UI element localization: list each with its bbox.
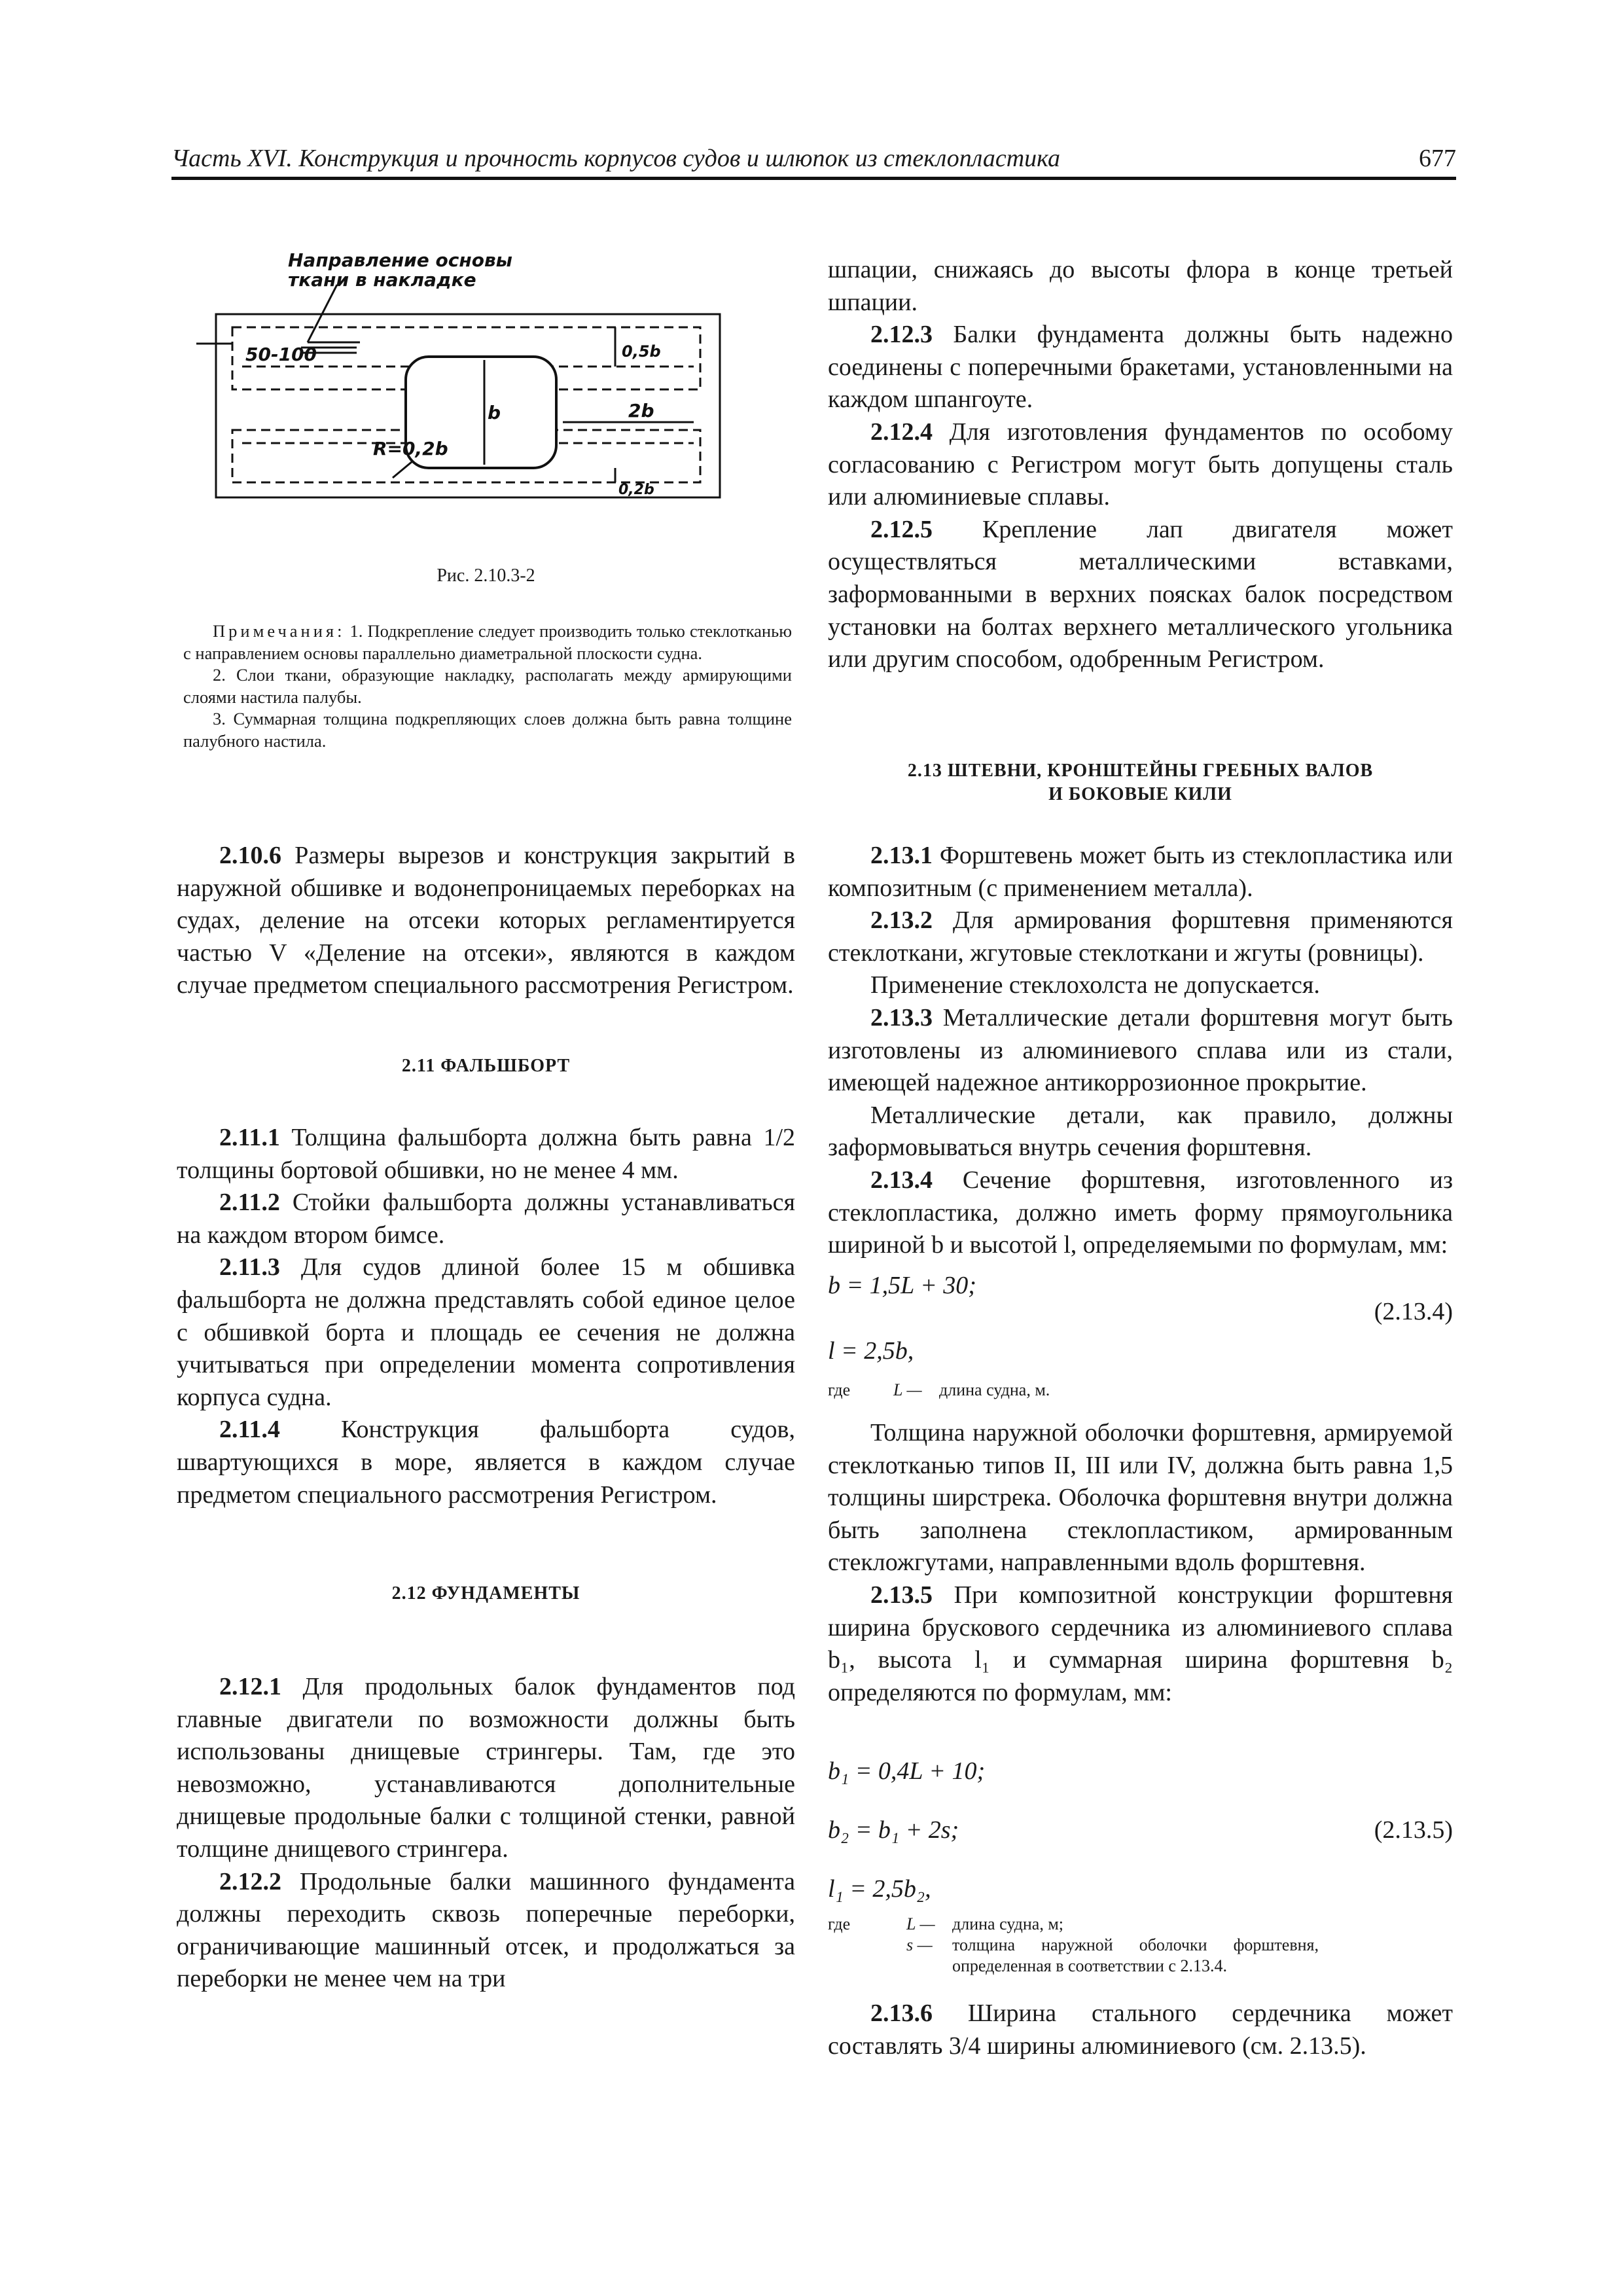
para-number: 2.13.6 — [870, 2000, 933, 2027]
para-text: Стойки фальшборта должны устанавливаться на каждом втором бимсе. — [177, 1189, 796, 1249]
para-number: 2.11.2 — [219, 1189, 280, 1217]
fig-dim-b: b — [488, 402, 501, 423]
where-block-1 — [828, 1380, 1453, 1401]
fig-dim-2b: 2b — [628, 400, 654, 422]
section-heading-line-1: 2.13 ШТЕВНИ, КРОНШТЕЙНЫ ГРЕБНЫХ ВАЛОВ — [907, 761, 1374, 781]
para-text: Для изготовления фундаментов по особому согласованию с Регистром могут быть допущены сталь или алюминиевые сплавы. — [828, 418, 1453, 511]
para-text: При композитной конструкции форштевня ширина брускового сердечника из алюминиевого сплава b₁, высота l₁ и суммарная ширина форштевня b₂ определяются по формулам, мм: — [828, 1581, 1454, 1706]
para-2-13-2b: Применение стеклохолста не допускается. — [870, 971, 1320, 999]
para-number: 2.12.3 — [870, 321, 933, 349]
figure-2-10-3-2 — [196, 245, 733, 533]
right-column-top — [828, 254, 1453, 676]
para-number: 2.12.5 — [870, 515, 933, 543]
para-number: 2.13.3 — [870, 1003, 933, 1031]
para-number: 2.13.4 — [870, 1166, 933, 1194]
para-text: Конструкция фальшборта судов, швартующихся в море, является в каждом случае предметом специального рассмотрения Регистром. — [177, 1416, 796, 1509]
para-2-13-3 — [828, 1002, 1453, 1100]
where-text: толщина наружной оболочки форштевня, определенная в соответствии с 2.13.4. — [952, 1935, 1319, 1975]
para-number: 2.11.3 — [219, 1253, 280, 1282]
where-label: где — [828, 1914, 851, 1933]
right-column-body-2 — [828, 1417, 1453, 1709]
para-2-11-4 — [177, 1414, 795, 1511]
figure-notes — [183, 620, 792, 752]
formula-block-2-13-4 — [828, 1270, 1453, 1388]
para-2-13-3b: Металлические детали, как правило, должны заформовываться внутрь сечения форштевня. — [828, 1101, 1453, 1162]
fig-dim-02b: 0,2b — [618, 482, 654, 498]
para-text: Толщина фальшборта должна быть равна 1/2 толщины бортовой обшивки, но не менее 4 мм. — [177, 1123, 796, 1184]
para-number: 2.11.1 — [219, 1123, 280, 1151]
para-2-11-2 — [177, 1187, 795, 1251]
formula-block-2-13-5 — [828, 1755, 1453, 1919]
where-label: где — [828, 1380, 851, 1399]
section-heading-2-13 — [828, 759, 1453, 806]
section-heading-line-2: И БОКОВЫЕ КИЛИ — [1048, 784, 1232, 804]
para-text: Продольные балки машинного фундамента должны переходить сквозь поперечные переборки, ограничивающие машинный отсек, и продолжаться за переборки не менее чем на три — [177, 1867, 795, 1993]
para-2-10-6 — [177, 840, 795, 1002]
fig-annotation-1: Направление основы — [288, 249, 512, 271]
para-number: 2.12.2 — [219, 1867, 281, 1895]
formula-number: (2.13.5) — [1374, 1816, 1453, 1844]
formula-b2: b₂ = b₁ + 2s; — [828, 1816, 959, 1844]
note-2: 2. Слои ткани, образующие накладку, располагать между армирующими слоями настила палубы. — [183, 665, 792, 707]
para-2-13-2 — [828, 905, 1453, 969]
section-heading-2-12: 2.12 ФУНДАМЕНТЫ — [391, 1583, 580, 1604]
notes-label: Примечания: — [213, 621, 346, 641]
formula-number: (2.13.4) — [1374, 1298, 1453, 1325]
para-2-13-1 — [828, 840, 1453, 905]
para-number: 2.13.2 — [870, 906, 933, 935]
header-rule — [171, 177, 1456, 180]
para-2-13-4b: Толщина наружной оболочки форштевня, армируемой стеклотканью типов II, III или IV, должна быть равна 1,5 толщины ширстрека. Оболочка форштевня внутри должна быть заполнена стеклопластиком, армированным стекложгутами, направленными вдоль форштевня. — [828, 1419, 1453, 1577]
where-row-2 — [828, 1935, 1453, 1977]
note-1-text: 1. Подкрепление следует производить только стеклотканью с направлением основы параллельно диаметральной плоскости судна. — [183, 621, 792, 663]
page-number: 677 — [1419, 145, 1456, 172]
section-heading-2-11: 2.11 ФАЛЬШБОРТ — [401, 1055, 571, 1076]
para-2-13-6 — [828, 1998, 1453, 2062]
para-text: Ширина стального сердечника может составлять 3/4 ширины алюминиевого (см. 2.13.5). — [828, 2000, 1453, 2060]
para-number: 2.11.4 — [219, 1416, 280, 1444]
para-2-12-4 — [828, 416, 1453, 514]
where-text: длина судна, м; — [952, 1914, 1063, 1933]
where-symbol: L — — [906, 1914, 935, 1933]
formula-b1: b₁ = 0,4L + 10; — [828, 1757, 986, 1785]
para-text: Для армирования форштевня применяются стеклоткани, жгутовые стеклоткани и жгуты (ровницы). — [828, 906, 1453, 967]
para-text: Сечение форштевня, изготовленного из стеклопластика, должно иметь форму прямоугольника шириной b и высотой l, определяемыми по формулам, мм: — [828, 1166, 1453, 1259]
para-text: Крепление лап двигателя может осуществляться металлическими вставками, заформованными в верхних поясках балок посредством установки на болтах верхнего металлического угольника или другим способом, одобренным Регистром. — [828, 515, 1454, 673]
where-text: длина судна, м. — [939, 1380, 1050, 1399]
para-2-11-3 — [177, 1251, 795, 1414]
formula-l1: l₁ = 2,5b₂, — [828, 1875, 931, 1903]
fig-dim-50-100: 50-100 — [245, 344, 317, 365]
para-2-11-1 — [177, 1122, 795, 1187]
figure-caption-block — [177, 564, 795, 588]
figure-caption: Рис. 2.10.3-2 — [437, 565, 535, 586]
note-1 — [183, 620, 792, 664]
para-continuation: шпации, снижаясь до высоты флора в конце третьей шпации. — [828, 256, 1453, 316]
where-symbol: s — — [906, 1935, 933, 1954]
para-number: 2.10.6 — [219, 842, 281, 869]
para-number: 2.13.5 — [870, 1581, 933, 1609]
formula-b: b = 1,5L + 30; — [828, 1272, 976, 1299]
left-column — [177, 840, 795, 1996]
para-2-12-2 — [177, 1866, 795, 1996]
where-row-1 — [828, 1914, 1453, 1935]
para-text: Металлические детали форштевня могут быть изготовлены из алюминиевого сплава или из стали, имеющей надежное антикоррозионное прокрытие. — [828, 1003, 1454, 1097]
para-text: Для продольных балок фундаментов под главные двигатели по возможности должны быть использованы днищевые стрингеры. Там, где это невозможно, устанавливаются дополнительные днищевые продольные балки с толщиной стенки, равной толщине днищевого стрингера. — [177, 1673, 796, 1863]
para-number: 2.13.1 — [870, 842, 933, 869]
para-2-13-5 — [828, 1579, 1453, 1709]
para-text: Для судов длиной более 15 м обшивка фальшборта не должна представлять собой единое целое с обшивкой борта и площадь ее сечения не должна учитываться при определении момента сопротивления корпуса судна. — [177, 1253, 795, 1411]
para-2-12-3 — [828, 319, 1453, 416]
para-number: 2.12.4 — [870, 418, 933, 446]
para-text: Балки фундамента должны быть надежно соединены с поперечными бракетами, установленными на каждом шпангоуте. — [828, 321, 1453, 414]
fig-dim-05b: 0,5b — [622, 342, 661, 361]
para-text: Форштевень может быть из стеклопластика или композитным (с применением металла). — [828, 842, 1454, 902]
right-column-body — [828, 840, 1453, 1262]
formula-l: l = 2,5b, — [828, 1337, 914, 1365]
note-3: 3. Суммарная толщина подкрепляющих слоев должна быть равна толщине палубного настила. — [183, 709, 792, 751]
para-2-12-5 — [828, 514, 1453, 676]
fig-dim-r: R=0,2b — [373, 438, 448, 459]
fig-annotation-2: ткани в накладке — [288, 269, 476, 291]
page-header — [171, 140, 1456, 178]
running-title: Часть XVI. Конструкция и прочность корпусов судов и шлюпок из стеклопластика — [171, 145, 1060, 172]
where-block-2 — [828, 1914, 1453, 1977]
para-text: Размеры вырезов и конструкция закрытий в наружной обшивке и водонепроницаемых переборках на судах, деление на отсеки которых регламентируется частью V «Деление на отсеки», являются в каждом случае предметом специального рассмотрения Регистром. — [177, 842, 795, 999]
para-number: 2.12.1 — [219, 1673, 281, 1701]
para-2-13-4 — [828, 1164, 1453, 1262]
right-column-end — [828, 1998, 1453, 2062]
para-2-12-1 — [177, 1671, 795, 1866]
where-symbol: L — — [893, 1380, 922, 1399]
